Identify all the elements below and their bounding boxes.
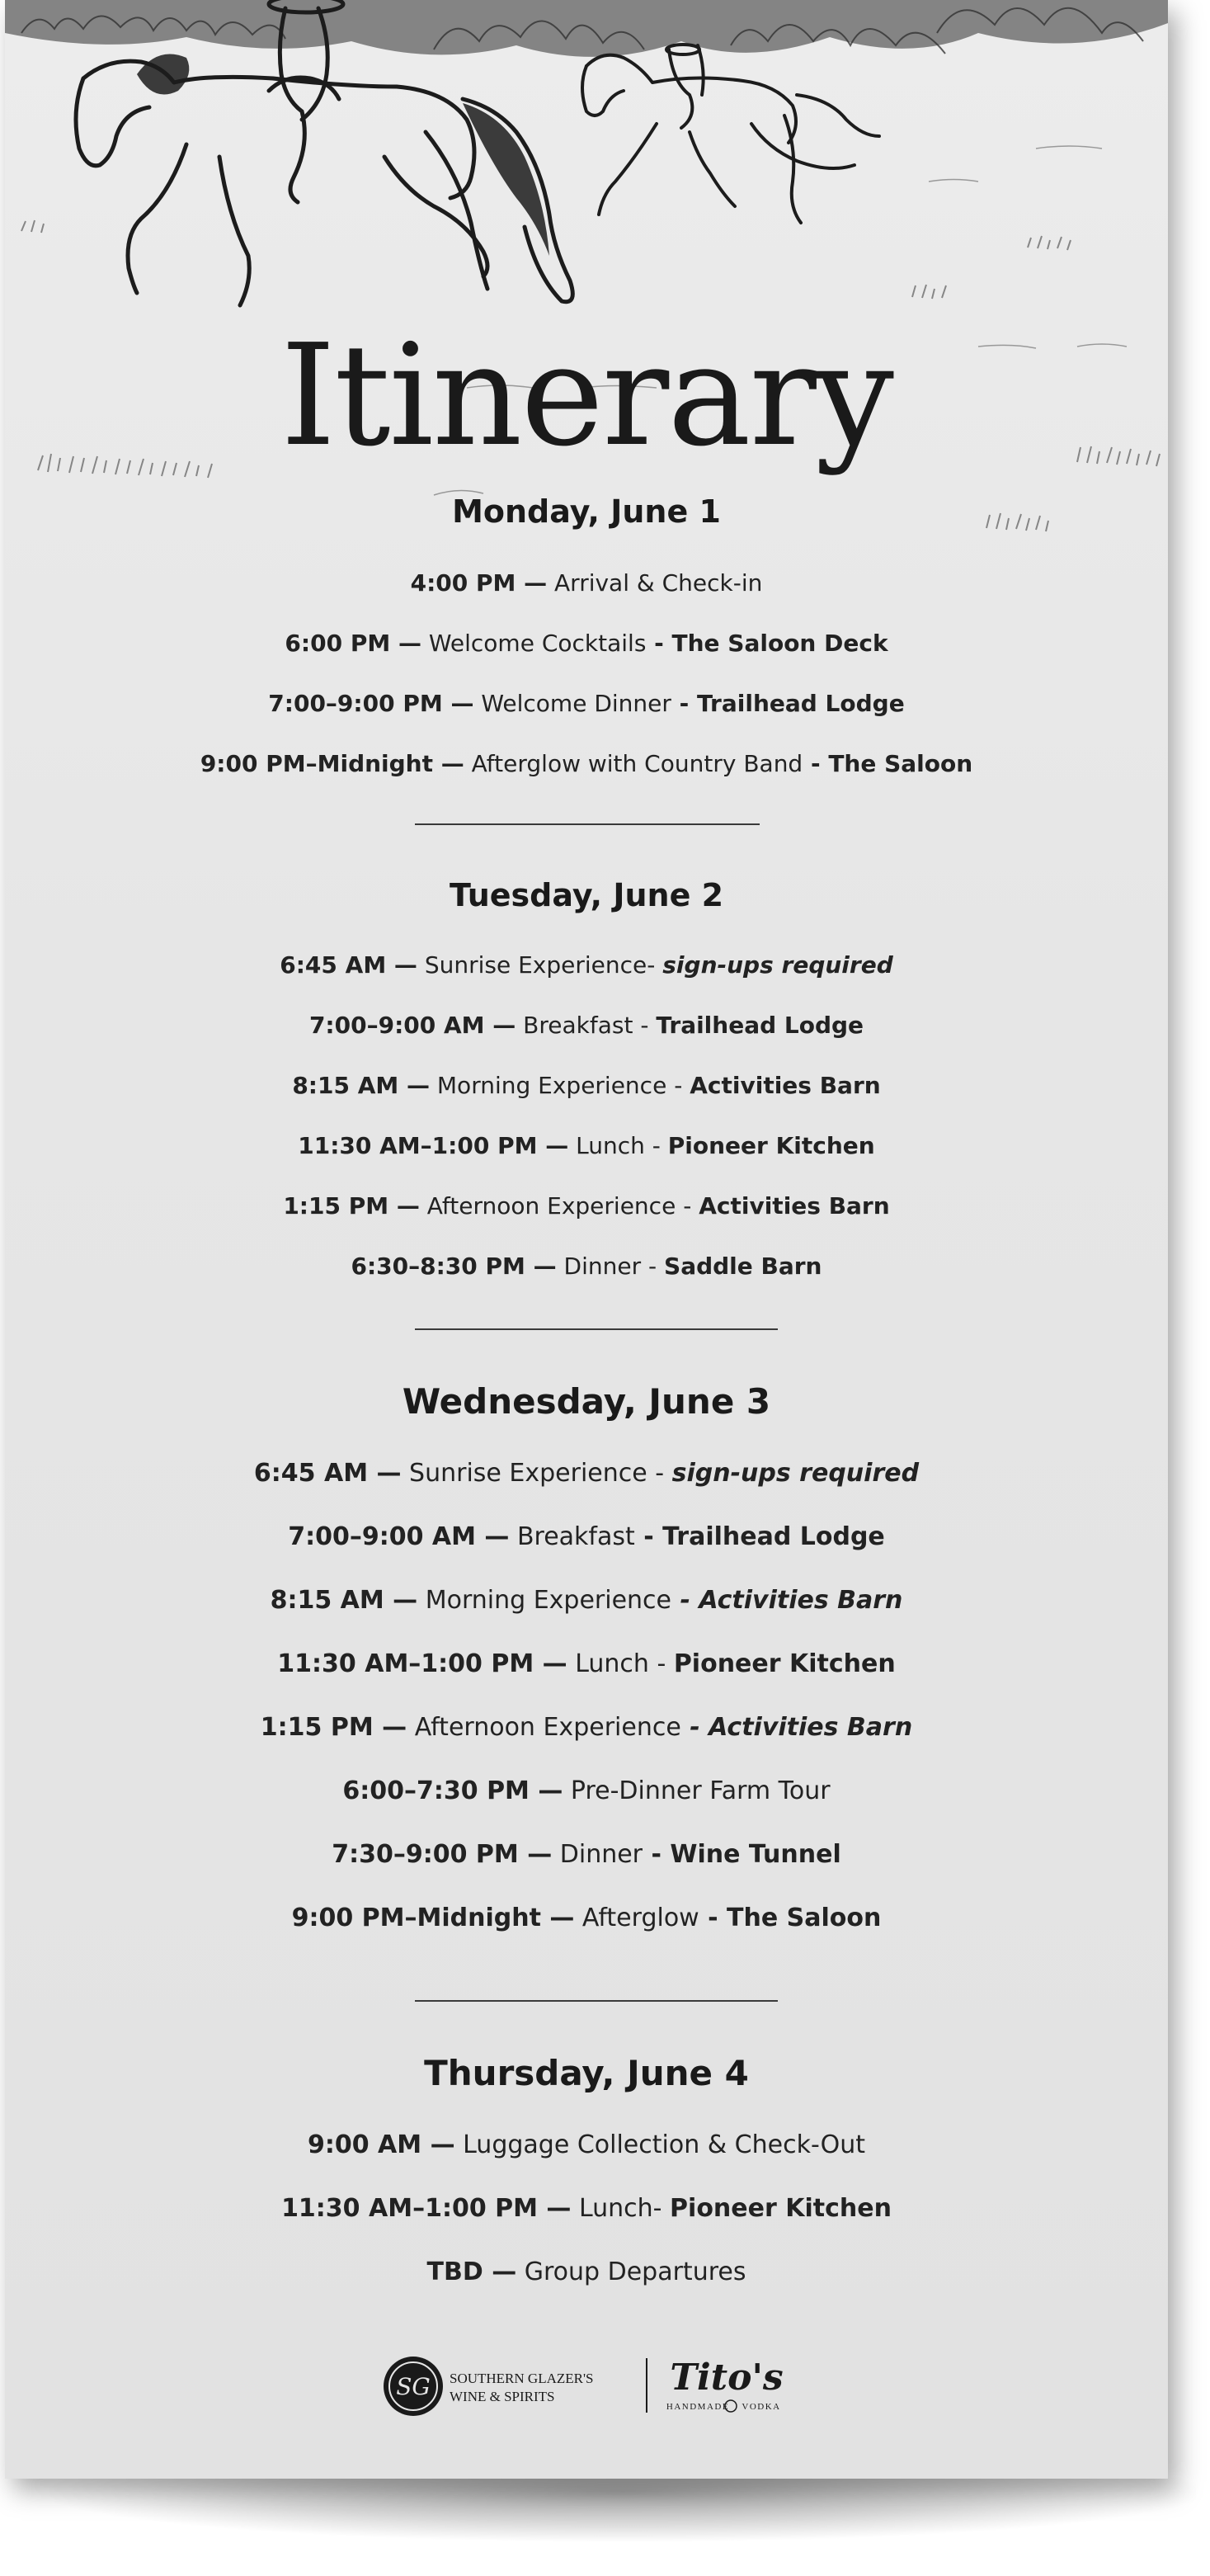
svg-text:VODKA: VODKA <box>742 2402 781 2412</box>
itinerary-row: 7:00–9:00 PM — Welcome Dinner - Trailhead Lodge <box>268 690 905 717</box>
svg-text:Tito's: Tito's <box>670 2357 784 2399</box>
sponsor-logos <box>380 2353 809 2419</box>
page-title: Itinerary <box>280 314 892 478</box>
day-heading-tuesday: Tuesday, June 2 <box>449 877 724 913</box>
itinerary-row: 4:00 PM — Arrival & Check-in <box>410 569 763 597</box>
itinerary-row: 9:00 PM–Midnight — Afterglow with Country Band - The Saloon <box>200 750 973 777</box>
itinerary-row: TBD — Group Departures <box>426 2258 746 2286</box>
itinerary-row: 8:15 AM — Morning Experience - Activities Barn <box>292 1072 881 1099</box>
logo-separator <box>646 2358 647 2413</box>
svg-text:WINE & SPIRITS: WINE & SPIRITS <box>450 2389 555 2404</box>
itinerary-row: 8:15 AM — Morning Experience - Activities Barn <box>270 1586 903 1615</box>
svg-text:SOUTHERN GLAZER'S: SOUTHERN GLAZER'S <box>450 2371 594 2386</box>
itinerary-card <box>5 0 1168 2479</box>
titos-logo <box>666 2357 784 2412</box>
itinerary-row: 7:30–9:00 PM — Dinner - Wine Tunnel <box>332 1840 841 1869</box>
itinerary-row: 1:15 PM — Afternoon Experience - Activities Barn <box>283 1192 890 1220</box>
itinerary-row: 6:45 AM — Sunrise Experience - sign-ups required <box>253 1459 920 1488</box>
day-heading-wednesday: Wednesday, June 3 <box>402 1381 771 1422</box>
southern-glazers-logo <box>384 2357 593 2416</box>
svg-text:HANDMADE: HANDMADE <box>666 2402 730 2412</box>
itinerary-row: 11:30 AM–1:00 PM — Lunch - Pioneer Kitchen <box>277 1649 896 1678</box>
itinerary-row: 9:00 AM — Luggage Collection & Check-Out <box>307 2130 866 2159</box>
itinerary-row: 6:30–8:30 PM — Dinner - Saddle Barn <box>351 1253 822 1280</box>
itinerary-row: 1:15 PM — Afternoon Experience - Activities Barn <box>260 1713 913 1742</box>
itinerary-row: 11:30 AM–1:00 PM — Lunch- Pioneer Kitchen <box>281 2194 892 2223</box>
itinerary-row: 9:00 PM–Midnight — Afterglow - The Saloon <box>291 1904 882 1932</box>
day-heading-thursday: Thursday, June 4 <box>424 2053 749 2093</box>
itinerary-row: 11:30 AM–1:00 PM — Lunch - Pioneer Kitchen <box>298 1132 875 1159</box>
itinerary-row: 6:45 AM — Sunrise Experience- sign-ups required <box>280 951 893 979</box>
section-divider <box>415 2000 778 2002</box>
itinerary-row: 7:00–9:00 AM — Breakfast - Trailhead Lodge <box>288 1522 885 1551</box>
svg-text:SG: SG <box>396 2373 431 2400</box>
itinerary-row: 6:00 PM — Welcome Cocktails - The Saloon Deck <box>285 630 888 657</box>
section-divider <box>415 1328 778 1330</box>
section-divider <box>415 823 760 825</box>
itinerary-row: 6:00–7:30 PM — Pre-Dinner Farm Tour <box>342 1776 831 1805</box>
day-heading-monday: Monday, June 1 <box>452 493 721 530</box>
itinerary-row: 7:00–9:00 AM — Breakfast - Trailhead Lodge <box>308 1012 864 1039</box>
